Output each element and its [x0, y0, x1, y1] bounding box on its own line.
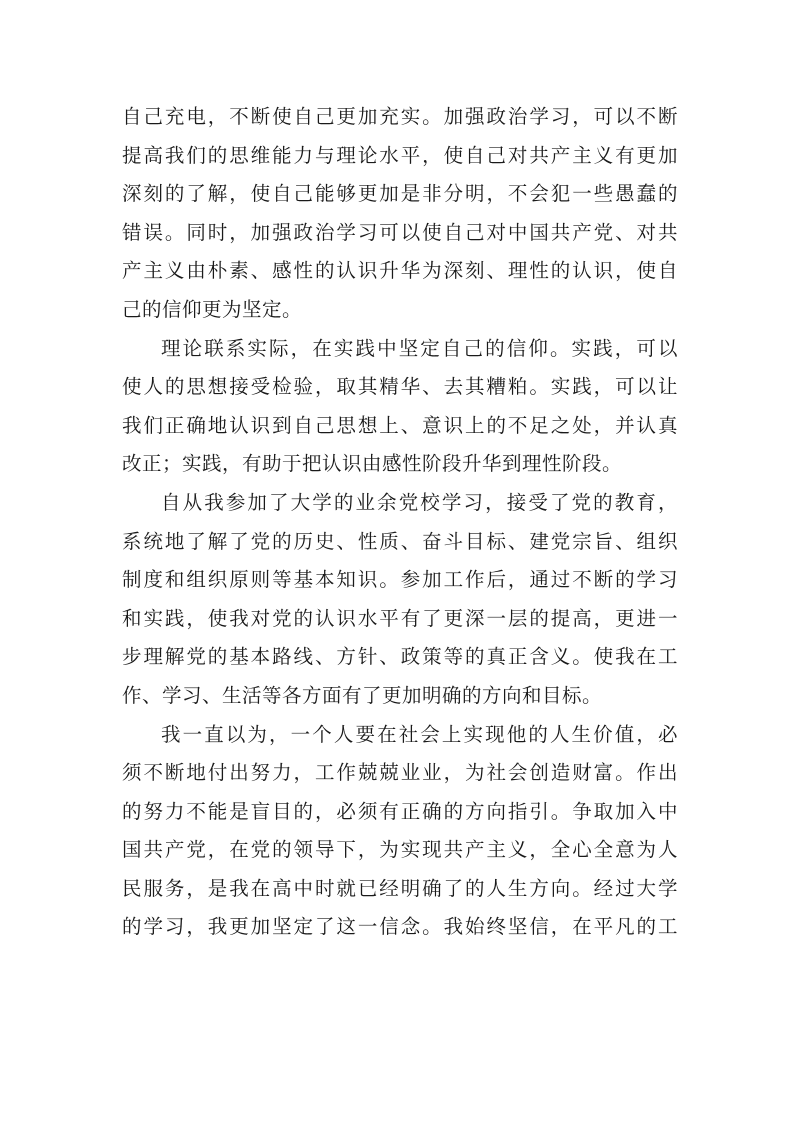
- text-line: 步理解党的基本路线、方针、政策等的真正含义。使我在工: [122, 645, 678, 669]
- text-line: 使人的思想接受检验，取其精华、去其糟粕。实践，可以让: [122, 375, 678, 399]
- body-text: [122, 98, 678, 947]
- text-line: 己的信仰更为坚定。: [122, 297, 303, 321]
- text-line: 提高我们的思维能力与理论水平，使自己对共产主义有更加: [122, 143, 678, 167]
- text-line: 制度和组织原则等基本知识。参加工作后，通过不断的学习: [122, 568, 678, 592]
- text-line: 的学习，我更加坚定了这一信念。我始终坚信，在平凡的工: [122, 915, 678, 939]
- text-line: 的努力不能是盲目的，必须有正确的方向指引。争取加入中: [122, 799, 678, 823]
- text-line: 和实践，使我对党的认识水平有了更深一层的提高，更进一: [122, 606, 678, 630]
- text-line: 系统地了解了党的历史、性质、奋斗目标、建党宗旨、组织: [122, 529, 678, 553]
- paragraph-first-line: 理论联系实际，在实践中坚定自己的信仰。实践，可以: [161, 336, 678, 360]
- text-line: 产主义由朴素、感性的认识升华为深刻、理性的认识，使自: [122, 259, 678, 283]
- text-line: 我们正确地认识到自己思想上、意识上的不足之处，并认真: [122, 413, 678, 437]
- text-line: 自己充电，不断使自己更加充实。加强政治学习，可以不断: [122, 105, 678, 128]
- text-line: 深刻的了解，使自己能够更加是非分明，不会犯一些愚蠢的: [122, 182, 678, 206]
- text-line: 作、学习、生活等各方面有了更加明确的方向和目标。: [122, 683, 603, 707]
- text-line: 国共产党，在党的领导下，为实现共产主义，全心全意为人: [122, 838, 678, 862]
- text-line: 须不断地付出努力，工作兢兢业业，为社会创造财富。作出: [122, 761, 678, 785]
- text-line: 民服务，是我在高中时就已经明确了的人生方向。经过大学: [122, 876, 678, 900]
- text-line: 错误。同时，加强政治学习可以使自己对中国共产党、对共: [122, 220, 678, 244]
- text-line: 改正；实践，有助于把认识由感性阶段升华到理性阶段。: [122, 452, 623, 476]
- paragraph-first-line: 自从我参加了大学的业余党校学习，接受了党的教育，: [161, 490, 678, 514]
- paragraph-first-line: 我一直以为，一个人要在社会上实现他的人生价值，必: [161, 722, 678, 746]
